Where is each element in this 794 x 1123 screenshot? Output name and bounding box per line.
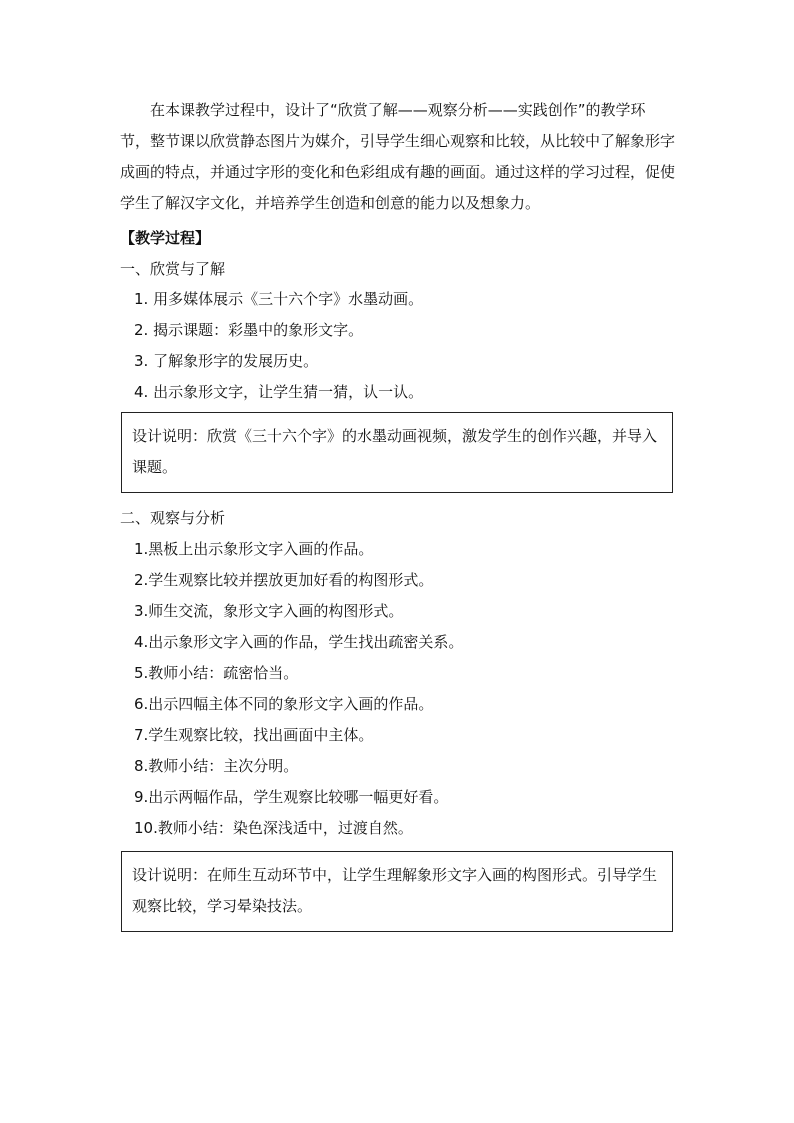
list-item: 7.学生观察比较，找出画面中主体。 — [134, 726, 374, 744]
list-item: 3. 了解象形字的发展历史。 — [134, 352, 319, 370]
design-note-box-1 — [121, 412, 673, 493]
list-item: 8.教师小结：主次分明。 — [134, 757, 299, 775]
section-2-title: 二、观察与分析 — [120, 509, 226, 527]
section-1-list — [134, 284, 423, 408]
list-item: 2.学生观察比较并摆放更加好看的构图形式。 — [134, 571, 434, 589]
list-item: 4.出示象形文字入画的作品，学生找出疏密关系。 — [134, 633, 464, 651]
list-item: 3.师生交流，象形文字入画的构图形式。 — [134, 602, 404, 620]
list-item: 1. 用多媒体展示《三十六个字》水墨动画。 — [134, 290, 424, 308]
design-note-text: 设计说明：在师生互动环节中，让学生理解象形文字入画的构图形式。引导学生观察比较，学习晕染技法。 — [132, 866, 658, 915]
design-note-text: 设计说明：欣赏《三十六个字》的水墨动画视频，激发学生的创作兴趣，并导入课题。 — [132, 427, 658, 476]
list-item: 10.教师小结：染色深浅适中，过渡自然。 — [134, 819, 413, 837]
list-item: 1.黑板上出示象形文字入画的作品。 — [134, 540, 374, 558]
teaching-process-heading: 【教学过程】 — [120, 229, 211, 247]
list-item: 6.出示四幅主体不同的象形文字入画的作品。 — [134, 695, 434, 713]
list-item: 9.出示两幅作品，学生观察比较哪一幅更好看。 — [134, 788, 449, 806]
section-2-list — [134, 534, 463, 844]
list-item: 4. 出示象形文字，让学生猜一猜，认一认。 — [134, 383, 424, 401]
intro-paragraph: 在本课教学过程中，设计了“欣赏了解——观察分析——实践创作”的教学环节，整节课以欣赏静态图片为媒介，引导学生细心观察和比较，从比较中了解象形字成画的特点，并通过字形的变化和色彩组成有趣的画面。通过这样的学习过程，促使学生了解汉字文化，并培养学生创造和创意的能力以及想象力。 — [120, 101, 676, 212]
design-note-box-2 — [121, 851, 673, 932]
list-item: 2. 揭示课题：彩墨中的象形文字。 — [134, 321, 364, 339]
list-item: 5.教师小结：疏密恰当。 — [134, 664, 299, 682]
section-1-title: 一、欣赏与了解 — [120, 260, 226, 278]
